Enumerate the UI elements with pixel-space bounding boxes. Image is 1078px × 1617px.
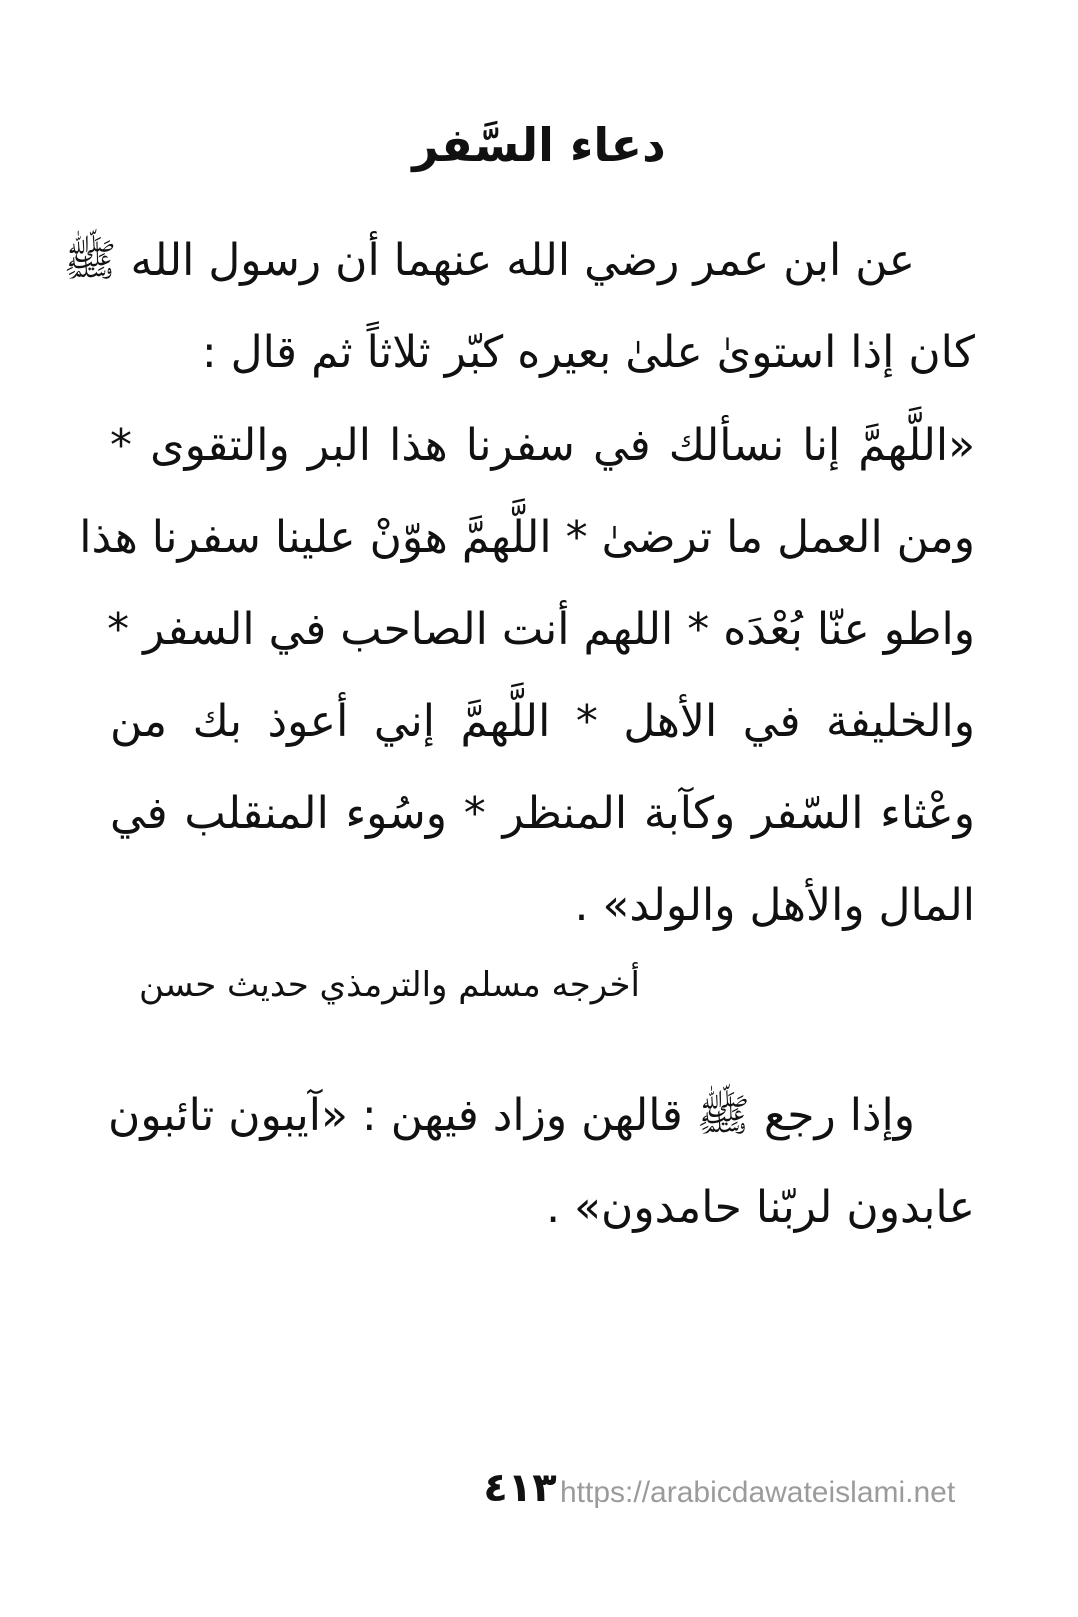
dua-line: المال والأهل والولد» . bbox=[574, 880, 975, 931]
dua-line: والخليفة في الأهل * اللَّهمَّ إني أعوذ بك من bbox=[110, 696, 975, 747]
return-line: عابدون لربّنا حامدون» . bbox=[546, 1182, 975, 1233]
page-title: دعاء السَّفر bbox=[412, 118, 666, 172]
intro-line: عن ابن عمر رضي الله عنهما أن رسول الله ﷺ bbox=[63, 235, 915, 286]
dua-line: وعْثاء السّفر وكآبة المنظر * وسُوء المنقلب في bbox=[110, 788, 975, 839]
hadith-source: أخرجه مسلم والترمذي حديث حسن bbox=[139, 965, 640, 1005]
dua-line: «اللَّهمَّ إنا نسألك في سفرنا هذا البر والتقوى * bbox=[110, 420, 975, 471]
return-line: وإذا رجع ﷺ قالهن وزاد فيهن : «آيبون تائبون bbox=[108, 1090, 915, 1141]
dua-line: ومن العمل ما ترضىٰ * اللَّهمَّ هوّنْ علينا سفرنا هذا bbox=[79, 512, 975, 563]
intro-line: كان إذا استوىٰ علىٰ بعيره كبّر ثلاثاً ثم قال : bbox=[201, 327, 975, 378]
page-number: ٤١٣ bbox=[483, 1465, 557, 1511]
return-paragraph bbox=[110, 1070, 975, 1254]
intro-paragraph bbox=[63, 215, 975, 399]
watermark-url: https://arabicdawateislami.net bbox=[560, 1476, 956, 1509]
dua-paragraph bbox=[79, 400, 975, 952]
dua-line: واطو عنّا بُعْدَه * اللهم أنت الصاحب في السفر * bbox=[107, 604, 975, 655]
